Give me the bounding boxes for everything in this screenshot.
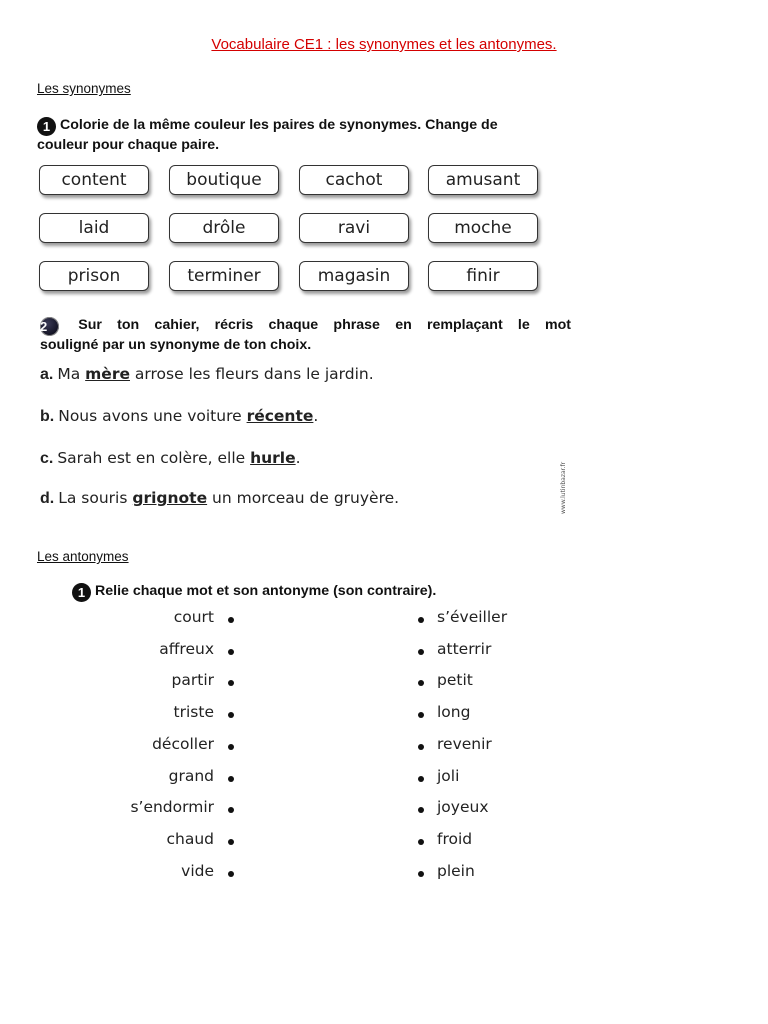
sentence-text: arrose les fleurs dans le jardin.	[129, 365, 374, 383]
instruction-line: couleur pour chaque paire.	[37, 137, 220, 153]
antonymes-instruction	[72, 582, 436, 602]
exercise-number-badge: 2	[40, 317, 59, 336]
antonym-left-word: court	[173, 608, 214, 626]
exercise-number-badge: 1	[72, 583, 91, 602]
sentence	[40, 489, 399, 508]
underlined-word: mère	[85, 365, 130, 383]
antonym-right-word: petit	[437, 671, 473, 690]
connector-dot-left[interactable]	[228, 649, 234, 655]
sentence-letter: a.	[40, 366, 54, 383]
sentence-text: .	[295, 449, 301, 467]
word-card[interactable]: ravi	[299, 213, 409, 243]
watermark	[560, 458, 576, 514]
connector-dot-right[interactable]	[418, 680, 424, 686]
sentence	[40, 407, 318, 426]
antonym-right-word: froid	[437, 829, 473, 848]
word-card[interactable]: prison	[39, 261, 149, 291]
connector-dot-left[interactable]	[228, 776, 234, 782]
sentence-text: Nous avons une voiture	[58, 407, 247, 425]
exercise1-instruction	[37, 116, 577, 155]
connector-dot-right[interactable]	[418, 649, 424, 655]
synonymes-heading: Les synonymes	[37, 81, 131, 96]
word-card[interactable]: amusant	[428, 165, 538, 195]
page-title: Vocabulaire CE1 : les synonymes et les antonymes.	[211, 36, 557, 53]
connector-dot-left[interactable]	[228, 680, 234, 686]
connector-dot-right[interactable]	[418, 617, 424, 623]
sentence	[40, 365, 374, 384]
connector-dot-right[interactable]	[418, 807, 424, 813]
connector-dot-left[interactable]	[228, 744, 234, 750]
word-card[interactable]: finir	[428, 261, 538, 291]
connector-dot-right[interactable]	[418, 776, 424, 782]
antonym-left-word: chaud	[166, 829, 214, 848]
instruction-line: souligné par un synonyme de ton choix.	[40, 337, 312, 353]
antonym-right-word: joyeux	[437, 798, 489, 817]
connector-dot-left[interactable]	[228, 617, 234, 623]
antonym-left-word: grand	[168, 766, 214, 785]
word-card[interactable]: cachot	[299, 165, 409, 195]
watermark-text: www.lutinbazar.fr	[560, 461, 567, 514]
sentence-text: Sarah est en colère, elle	[57, 449, 251, 467]
antonym-right-word: joli	[437, 766, 460, 785]
sentence	[40, 449, 301, 468]
sentence-text: La souris	[58, 489, 133, 507]
underlined-word: hurle	[250, 449, 296, 467]
exercise-number-badge: 1	[37, 117, 56, 136]
sentence-letter: b.	[40, 408, 55, 425]
antonym-left-word: triste	[173, 703, 214, 722]
antonym-right-word: atterrir	[437, 639, 492, 658]
antonymes-heading: Les antonymes	[37, 549, 129, 564]
word-card[interactable]: content	[39, 165, 149, 195]
word-card[interactable]: boutique	[169, 165, 279, 195]
antonym-right-word: revenir	[437, 734, 492, 753]
exercise2-instruction	[40, 316, 571, 355]
word-card[interactable]: magasin	[299, 261, 409, 291]
connector-dot-left[interactable]	[228, 839, 234, 845]
antonym-left-word: s’endormir	[130, 798, 214, 817]
sentence-text: un morceau de gruyère.	[207, 489, 400, 507]
instruction-line: Colorie de la même couleur les paires de synonymes. Change de	[60, 117, 498, 133]
sentence-text: .	[313, 407, 319, 425]
antonym-left-word: partir	[171, 671, 214, 690]
connector-dot-left[interactable]	[228, 712, 234, 718]
sentence-letter: c.	[40, 450, 54, 467]
sentence-letter: d.	[40, 490, 55, 507]
underlined-word: grignote	[132, 489, 208, 507]
connector-dot-right[interactable]	[418, 839, 424, 845]
instruction-line: Sur ton cahier, récris chaque phrase en remplaçant le mot	[78, 317, 571, 333]
antonym-right-word: plein	[437, 861, 475, 880]
word-card[interactable]: terminer	[169, 261, 279, 291]
connector-dot-right[interactable]	[418, 744, 424, 750]
antonym-left-word: vide	[181, 861, 214, 880]
antonym-left-word: affreux	[159, 639, 214, 658]
connector-dot-right[interactable]	[418, 712, 424, 718]
sentence-text: Ma	[57, 365, 86, 383]
connector-dot-left[interactable]	[228, 871, 234, 877]
connector-dot-right[interactable]	[418, 871, 424, 877]
antonym-right-word: s’éveiller	[437, 608, 508, 626]
instruction-line: Relie chaque mot et son antonyme (son contraire).	[95, 583, 437, 599]
antonym-left-word: décoller	[152, 734, 214, 753]
antonym-right-word: long	[437, 703, 471, 722]
connector-dot-left[interactable]	[228, 807, 234, 813]
word-card[interactable]: drôle	[169, 213, 279, 243]
word-card[interactable]: moche	[428, 213, 538, 243]
word-card[interactable]: laid	[39, 213, 149, 243]
underlined-word: récente	[246, 407, 314, 425]
